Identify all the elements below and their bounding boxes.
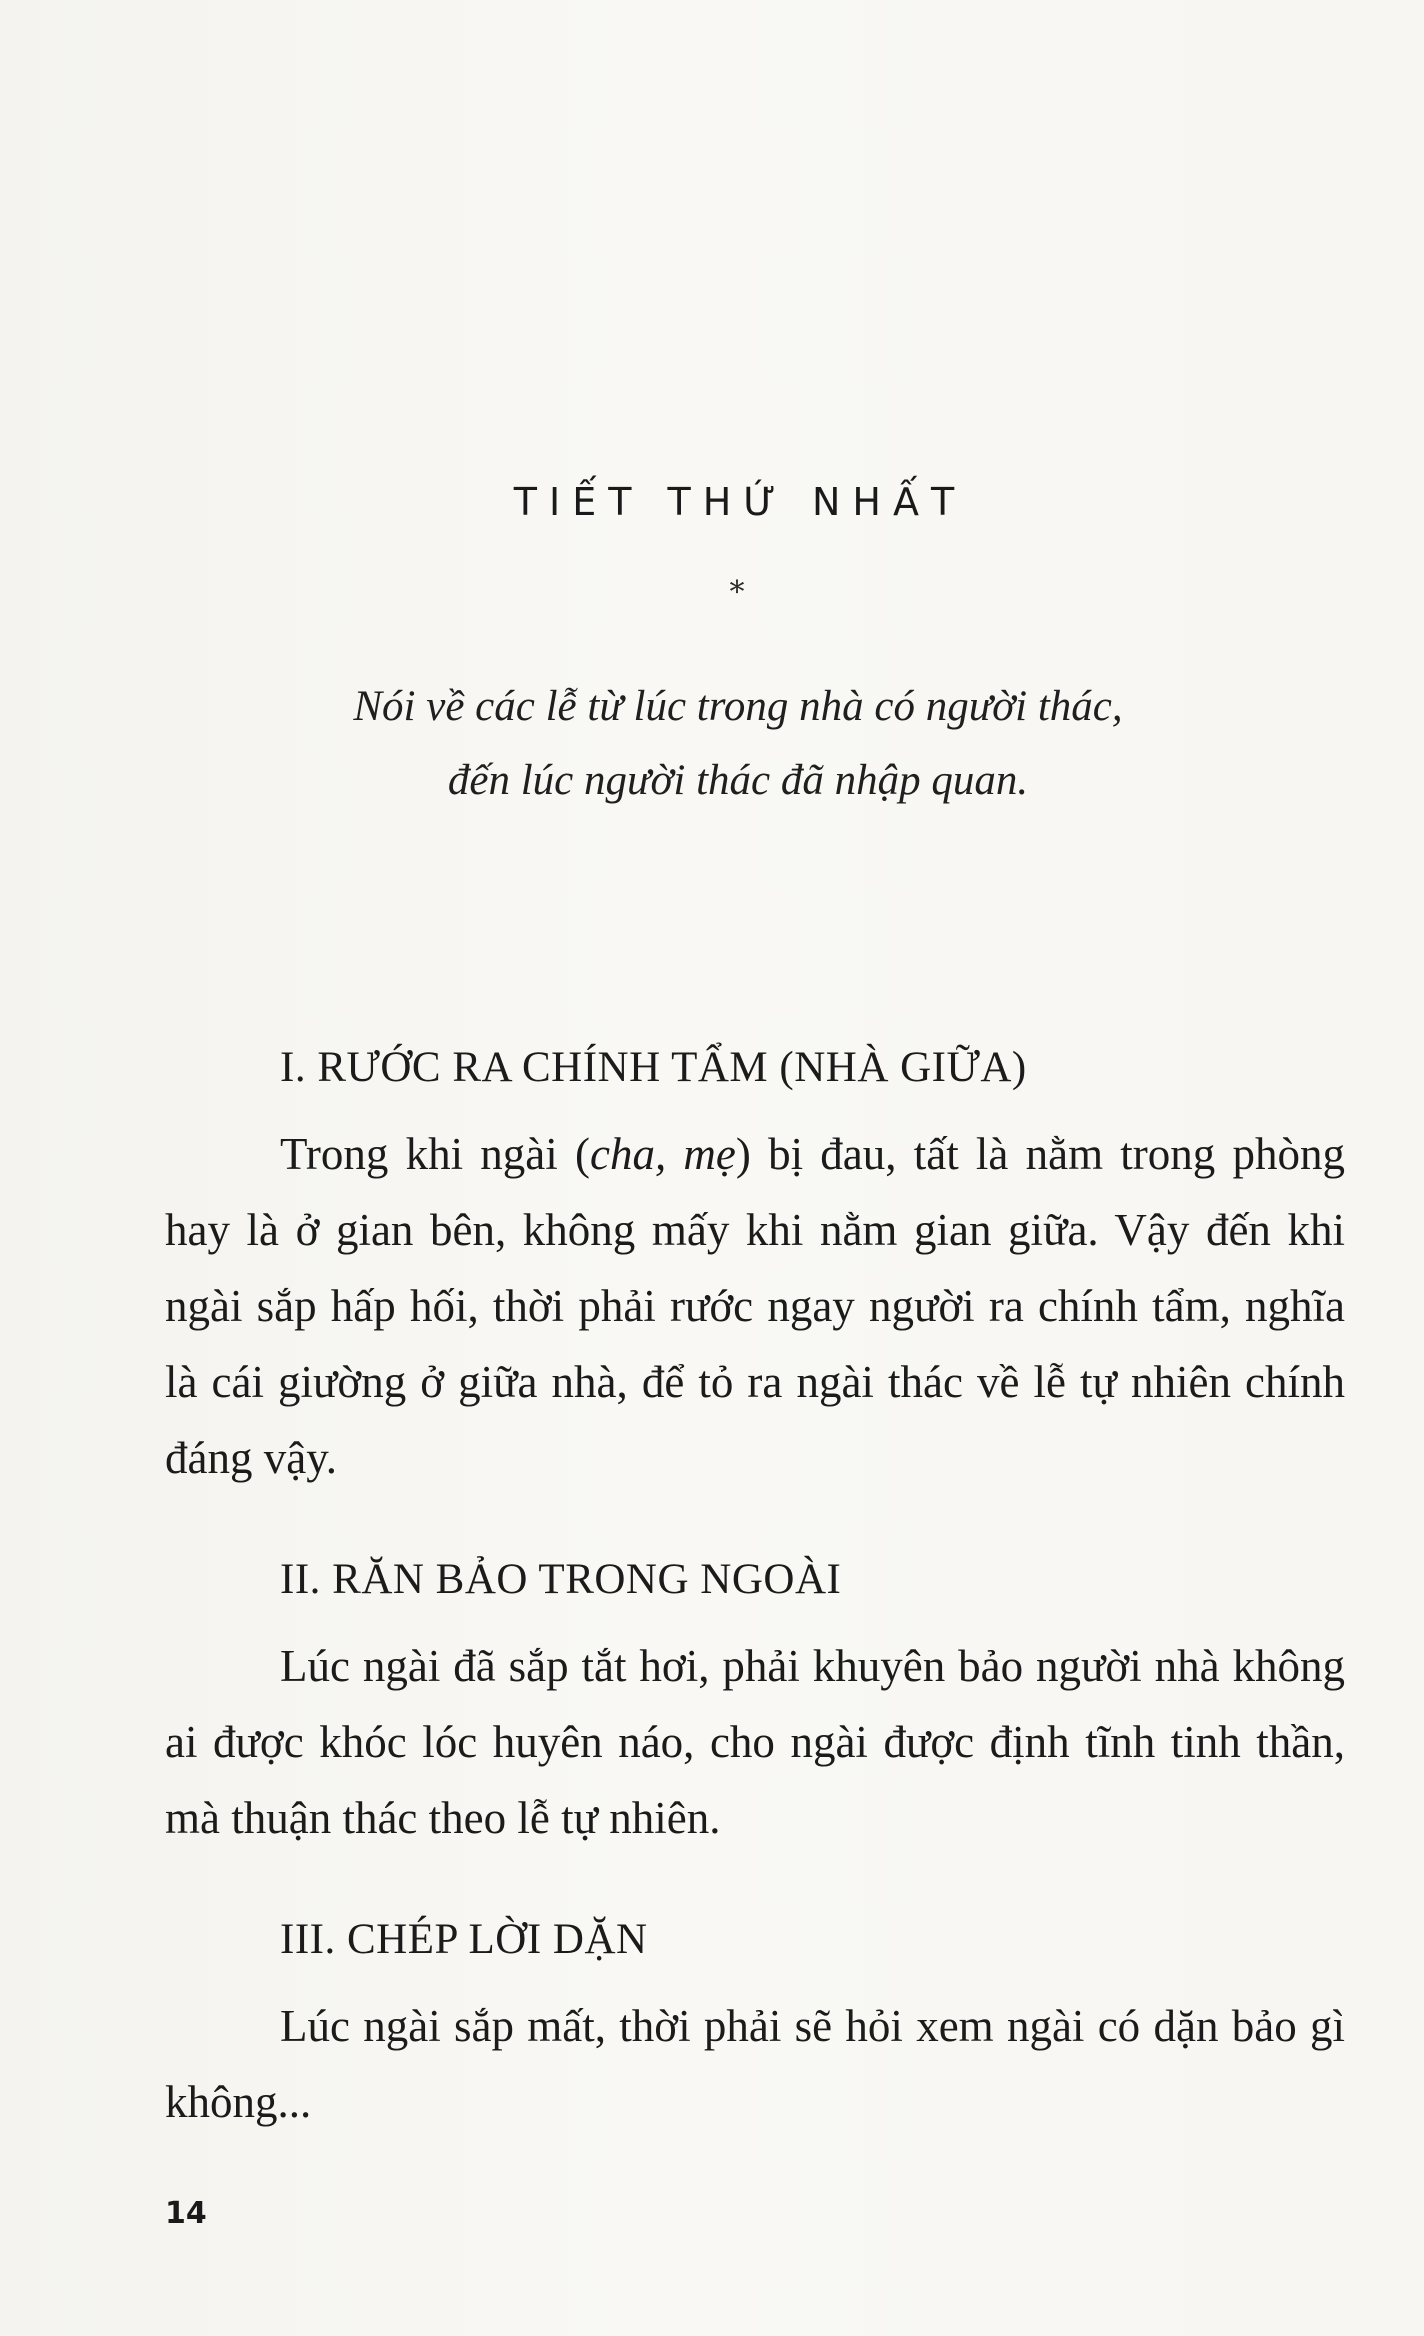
paragraph-1-text-after: ) bị đau, tất là nằm trong phòng hay là ở gian bên, không mấy khi nằm gian giữa. Vậy đến khi ngài sắp hấp hối, thời phải rước ngay người ra chính tẩm, nghĩa là cái giường ở giữa nhà, để tỏ ra ngài thác về lễ tự nhiên chính đáng vậy. xyxy=(165,1129,1345,1483)
paragraph-1-italic: cha, mẹ xyxy=(589,1129,736,1179)
subtitle-line-1: Nói về các lễ từ lúc trong nhà có người thác, xyxy=(353,683,1123,730)
section-heading-2: II. RĂN BẢO TRONG NGOÀI xyxy=(280,1556,842,1603)
section-paragraph-1 xyxy=(165,1116,1345,1496)
section-heading-3: III. CHÉP LỜI DẶN xyxy=(280,1916,648,1963)
section-heading-1: I. RƯỚC RA CHÍNH TẨM (NHÀ GIỮA) xyxy=(280,1044,1027,1091)
section-paragraph-2: Lúc ngài đã sắp tắt hơi, phải khuyên bảo người nhà không ai được khóc lóc huyên náo, cho ngài được định tĩnh tinh thần, mà thuận thác theo lễ tự nhiên. xyxy=(165,1641,1345,1843)
chapter-title: TIẾT THỨ NHẤT xyxy=(513,480,967,524)
chapter-subtitle xyxy=(0,670,1424,818)
asterisk-ornament: * xyxy=(729,575,745,610)
section-paragraph-3: Lúc ngài sắp mất, thời phải sẽ hỏi xem ngài có dặn bảo gì không... xyxy=(165,2001,1345,2127)
page-number: 14 xyxy=(165,2196,207,2231)
subtitle-line-2: đến lúc người thác đã nhập quan. xyxy=(447,757,1029,804)
paragraph-1-text-before: Trong khi ngài ( xyxy=(280,1129,590,1179)
page-content xyxy=(165,1030,1345,2140)
